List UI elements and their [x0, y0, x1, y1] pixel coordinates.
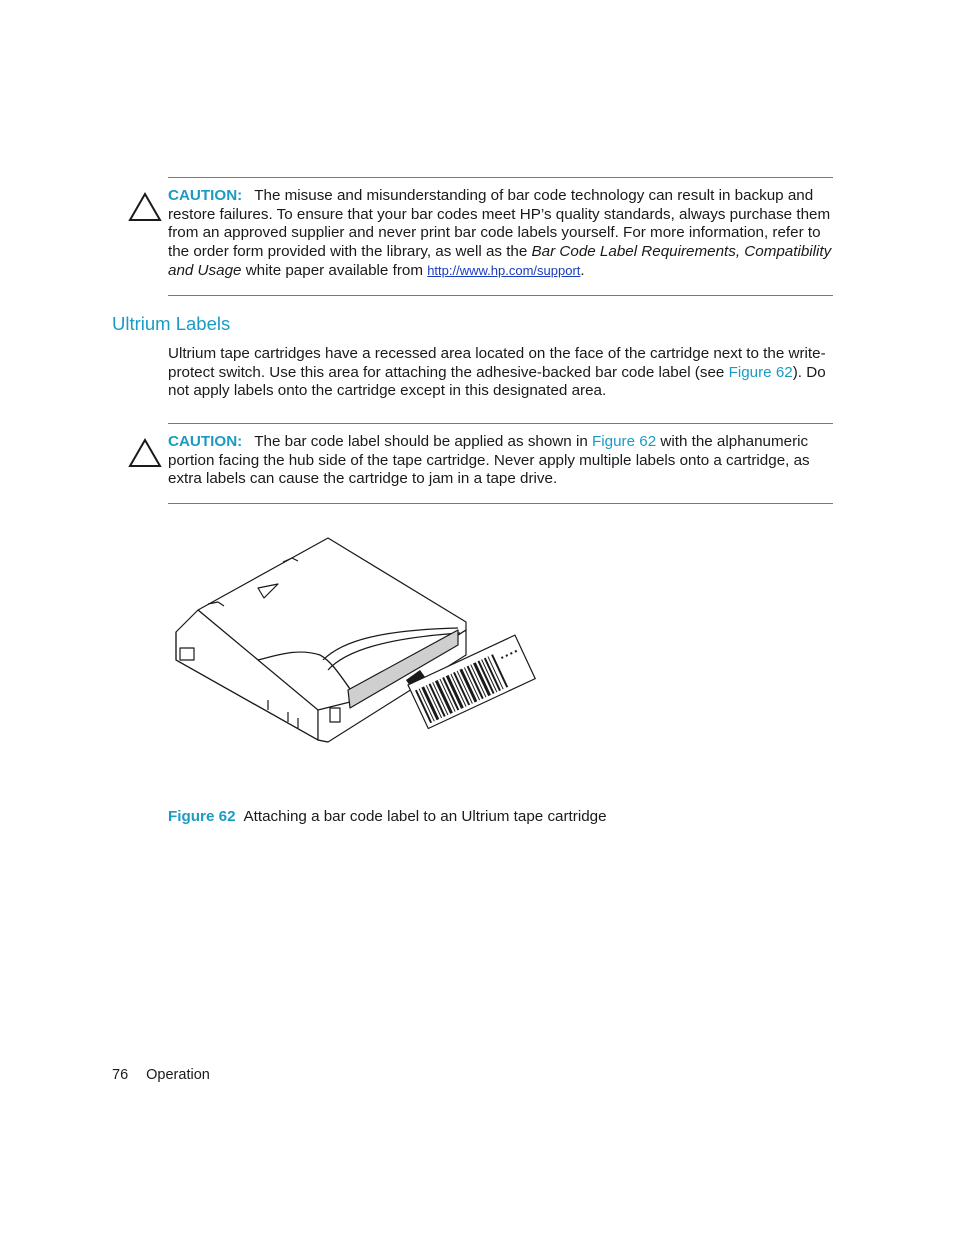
warning-triangle-icon: [128, 192, 162, 222]
caution2-top-rule: [168, 423, 833, 424]
support-url-link[interactable]: http://www.hp.com/support: [427, 262, 581, 278]
footer-section-name: Operation: [146, 1067, 210, 1083]
caution-note-barcode: [168, 187, 833, 281]
caution-bottom-rule: [168, 295, 833, 296]
figure-62-link[interactable]: Figure 62: [591, 433, 657, 450]
paper-title: Bar Code Label Requirements, Compatibility and Usage: [168, 243, 832, 279]
caution2-bottom-rule: [168, 503, 833, 504]
warning-triangle-icon: [128, 438, 162, 468]
cartridge-illustration: [168, 530, 538, 790]
caution-note-label: [168, 433, 833, 489]
caution-period: .: [580, 261, 585, 279]
caution-text: The bar code label should be applied as shown in: [254, 433, 592, 450]
page-footer: [112, 1067, 210, 1083]
caution-label: CAUTION:: [168, 187, 243, 204]
caution-text-cont: white paper available from: [241, 261, 428, 279]
paragraph-text-cont: ). Do not apply labels onto the cartridge except in this designated area.: [168, 363, 826, 400]
section-heading: Ultrium Labels: [112, 313, 231, 334]
caution-top-rule: [168, 177, 833, 178]
page-number: 76: [112, 1067, 129, 1083]
paragraph-text: Ultrium tape cartridges have a recessed area located on the face of the cartridge next to the write-protect switch. Use this area for attaching the adhesive-backed bar code label (see: [168, 345, 826, 381]
caution-text-cont: with the alphanumeric portion facing the hub side of the tape cartridge. Never apply multiple labels onto a cartridge, as extra labels can cause the cartridge to jam in a tape drive.: [168, 433, 810, 488]
figure-number: Figure 62: [168, 808, 236, 825]
body-paragraph: [168, 345, 833, 401]
figure-62-link[interactable]: Figure 62: [728, 363, 793, 381]
figure-caption: [168, 808, 607, 825]
caution-label: CAUTION:: [168, 433, 243, 450]
figure-caption-text: Attaching a bar code label to an Ultrium tape cartridge: [243, 808, 607, 825]
caution-text: The misuse and misunderstanding of bar code technology can result in backup and restore failures. To ensure that your bar codes meet HP’s quality standards, always purchase them from an approved supplier and never print bar code labels yourself. For more information, refer to the order form provided with the library, as well as the: [168, 187, 831, 261]
